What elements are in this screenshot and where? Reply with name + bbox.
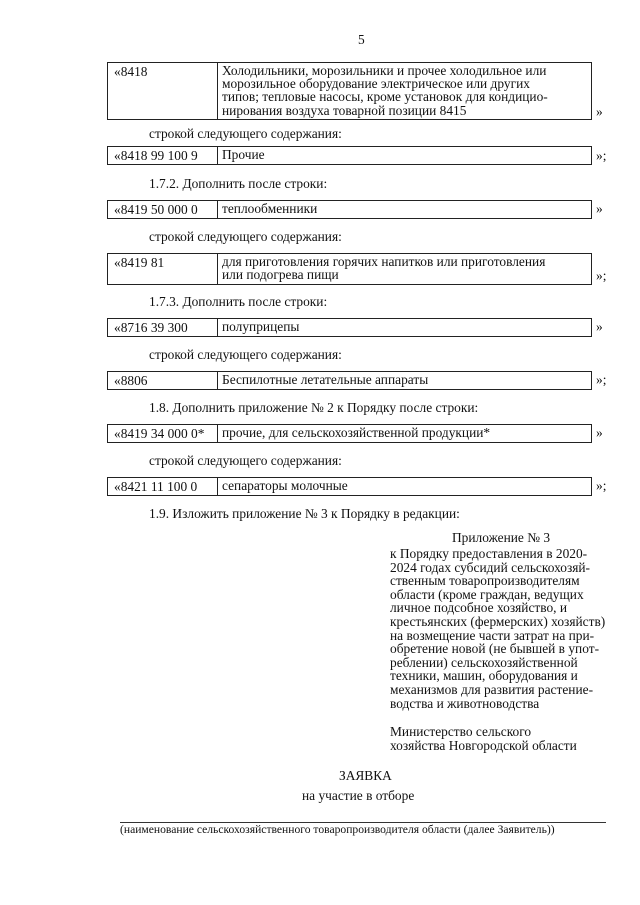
description-line: нирования воздуха товарной позиции 8415 <box>222 102 467 118</box>
appendix-description <box>390 547 620 710</box>
closing-quote: »; <box>596 268 607 283</box>
appendix-line: крестьянских (фермерских) хозяйств) <box>390 613 606 629</box>
description-cell: полуприцепы <box>222 319 300 334</box>
description-cell <box>218 254 545 284</box>
appendix-line: обретение новой (не бывшей в упот- <box>390 641 600 657</box>
table-row <box>107 424 592 443</box>
description-cell: Прочие <box>222 147 265 162</box>
closing-quote: »; <box>596 148 607 163</box>
appendix-line: ственным товаропроизводителям <box>390 573 580 589</box>
description-cell <box>218 63 548 119</box>
description-line: типов; тепловые насосы, кроме установок для кондицио- <box>222 89 548 105</box>
form-subheading: на участие в отборе <box>302 788 415 803</box>
closing-quote: » <box>596 319 603 334</box>
table-row <box>107 371 592 390</box>
code-cell: «8419 50 000 0 <box>108 201 218 218</box>
code-cell: «8418 <box>108 63 218 119</box>
code-cell: «8418 99 100 9 <box>108 147 218 164</box>
instruction-text: 1.7.3. Дополнить после строки: <box>149 294 328 309</box>
ministry-name <box>390 725 577 753</box>
closing-quote: » <box>596 104 603 119</box>
description-cell: теплообменники <box>222 201 318 216</box>
instruction-text: 1.7.2. Дополнить после строки: <box>149 176 328 191</box>
code-cell: «8806 <box>108 372 218 389</box>
table-row <box>107 146 592 165</box>
table-row <box>107 200 592 219</box>
closing-quote: » <box>596 201 603 216</box>
instruction-text: строкой следующего содержания: <box>149 229 342 244</box>
description-line: или подогрева пищи <box>222 267 339 282</box>
description-cell: Беспилотные летательные аппараты <box>222 372 429 387</box>
description-line: Холодильники, морозильники и прочее холодильное или <box>222 63 547 78</box>
description-cell: прочие, для сельскохозяйственной продукции* <box>222 425 491 440</box>
code-cell: «8421 11 100 0 <box>108 478 218 495</box>
appendix-line: техники, машин, оборудования и <box>390 668 578 684</box>
code-cell: «8716 39 300 <box>108 319 218 336</box>
appendix-line: на возмещение части затрат на при- <box>390 627 595 643</box>
appendix-line: личное подсобное хозяйство, и <box>390 600 568 616</box>
appendix-line: области (кроме граждан, ведущих <box>390 586 584 602</box>
table-row <box>107 477 592 496</box>
closing-quote: » <box>596 425 603 440</box>
table-row <box>107 318 592 337</box>
appendix-line: к Порядку предоставления в 2020- <box>390 546 588 561</box>
instruction-text: 1.9. Изложить приложение № 3 к Порядку в редакции: <box>149 506 460 521</box>
description-cell: сепараторы молочные <box>222 478 348 493</box>
appendix-line: водства и животноводства <box>390 695 540 711</box>
instruction-text: строкой следующего содержания: <box>149 453 342 468</box>
instruction-text: строкой следующего содержания: <box>149 347 342 362</box>
closing-quote: »; <box>596 478 607 493</box>
closing-quote: »; <box>596 372 607 387</box>
appendix-line: механизмов для развития растение- <box>390 681 594 697</box>
page-number: 5 <box>358 32 365 47</box>
code-cell: «8419 81 <box>108 254 218 284</box>
table-row <box>107 62 592 120</box>
appendix-title: Приложение № 3 <box>452 530 551 545</box>
applicant-name-caption: (наименование сельскохозяйственного товаропроизводителя области (далее Заявитель)) <box>120 823 555 836</box>
form-heading: ЗАЯВКА <box>339 768 392 783</box>
ministry-line: хозяйства Новгородской области <box>390 738 577 753</box>
instruction-text: строкой следующего содержания: <box>149 126 342 141</box>
description-line: для приготовления горячих напитков или приготовления <box>222 254 546 269</box>
description-line: морозильное оборудование электрическое или других <box>222 76 530 92</box>
appendix-line: реблении) сельскохозяйственной <box>390 654 578 670</box>
appendix-line: 2024 годах субсидий сельскохозяй- <box>390 559 591 575</box>
ministry-line: Министерство сельского <box>390 724 532 739</box>
instruction-text: 1.8. Дополнить приложение № 2 к Порядку после строки: <box>149 400 479 415</box>
code-cell: «8419 34 000 0* <box>108 425 218 442</box>
table-row <box>107 253 592 285</box>
